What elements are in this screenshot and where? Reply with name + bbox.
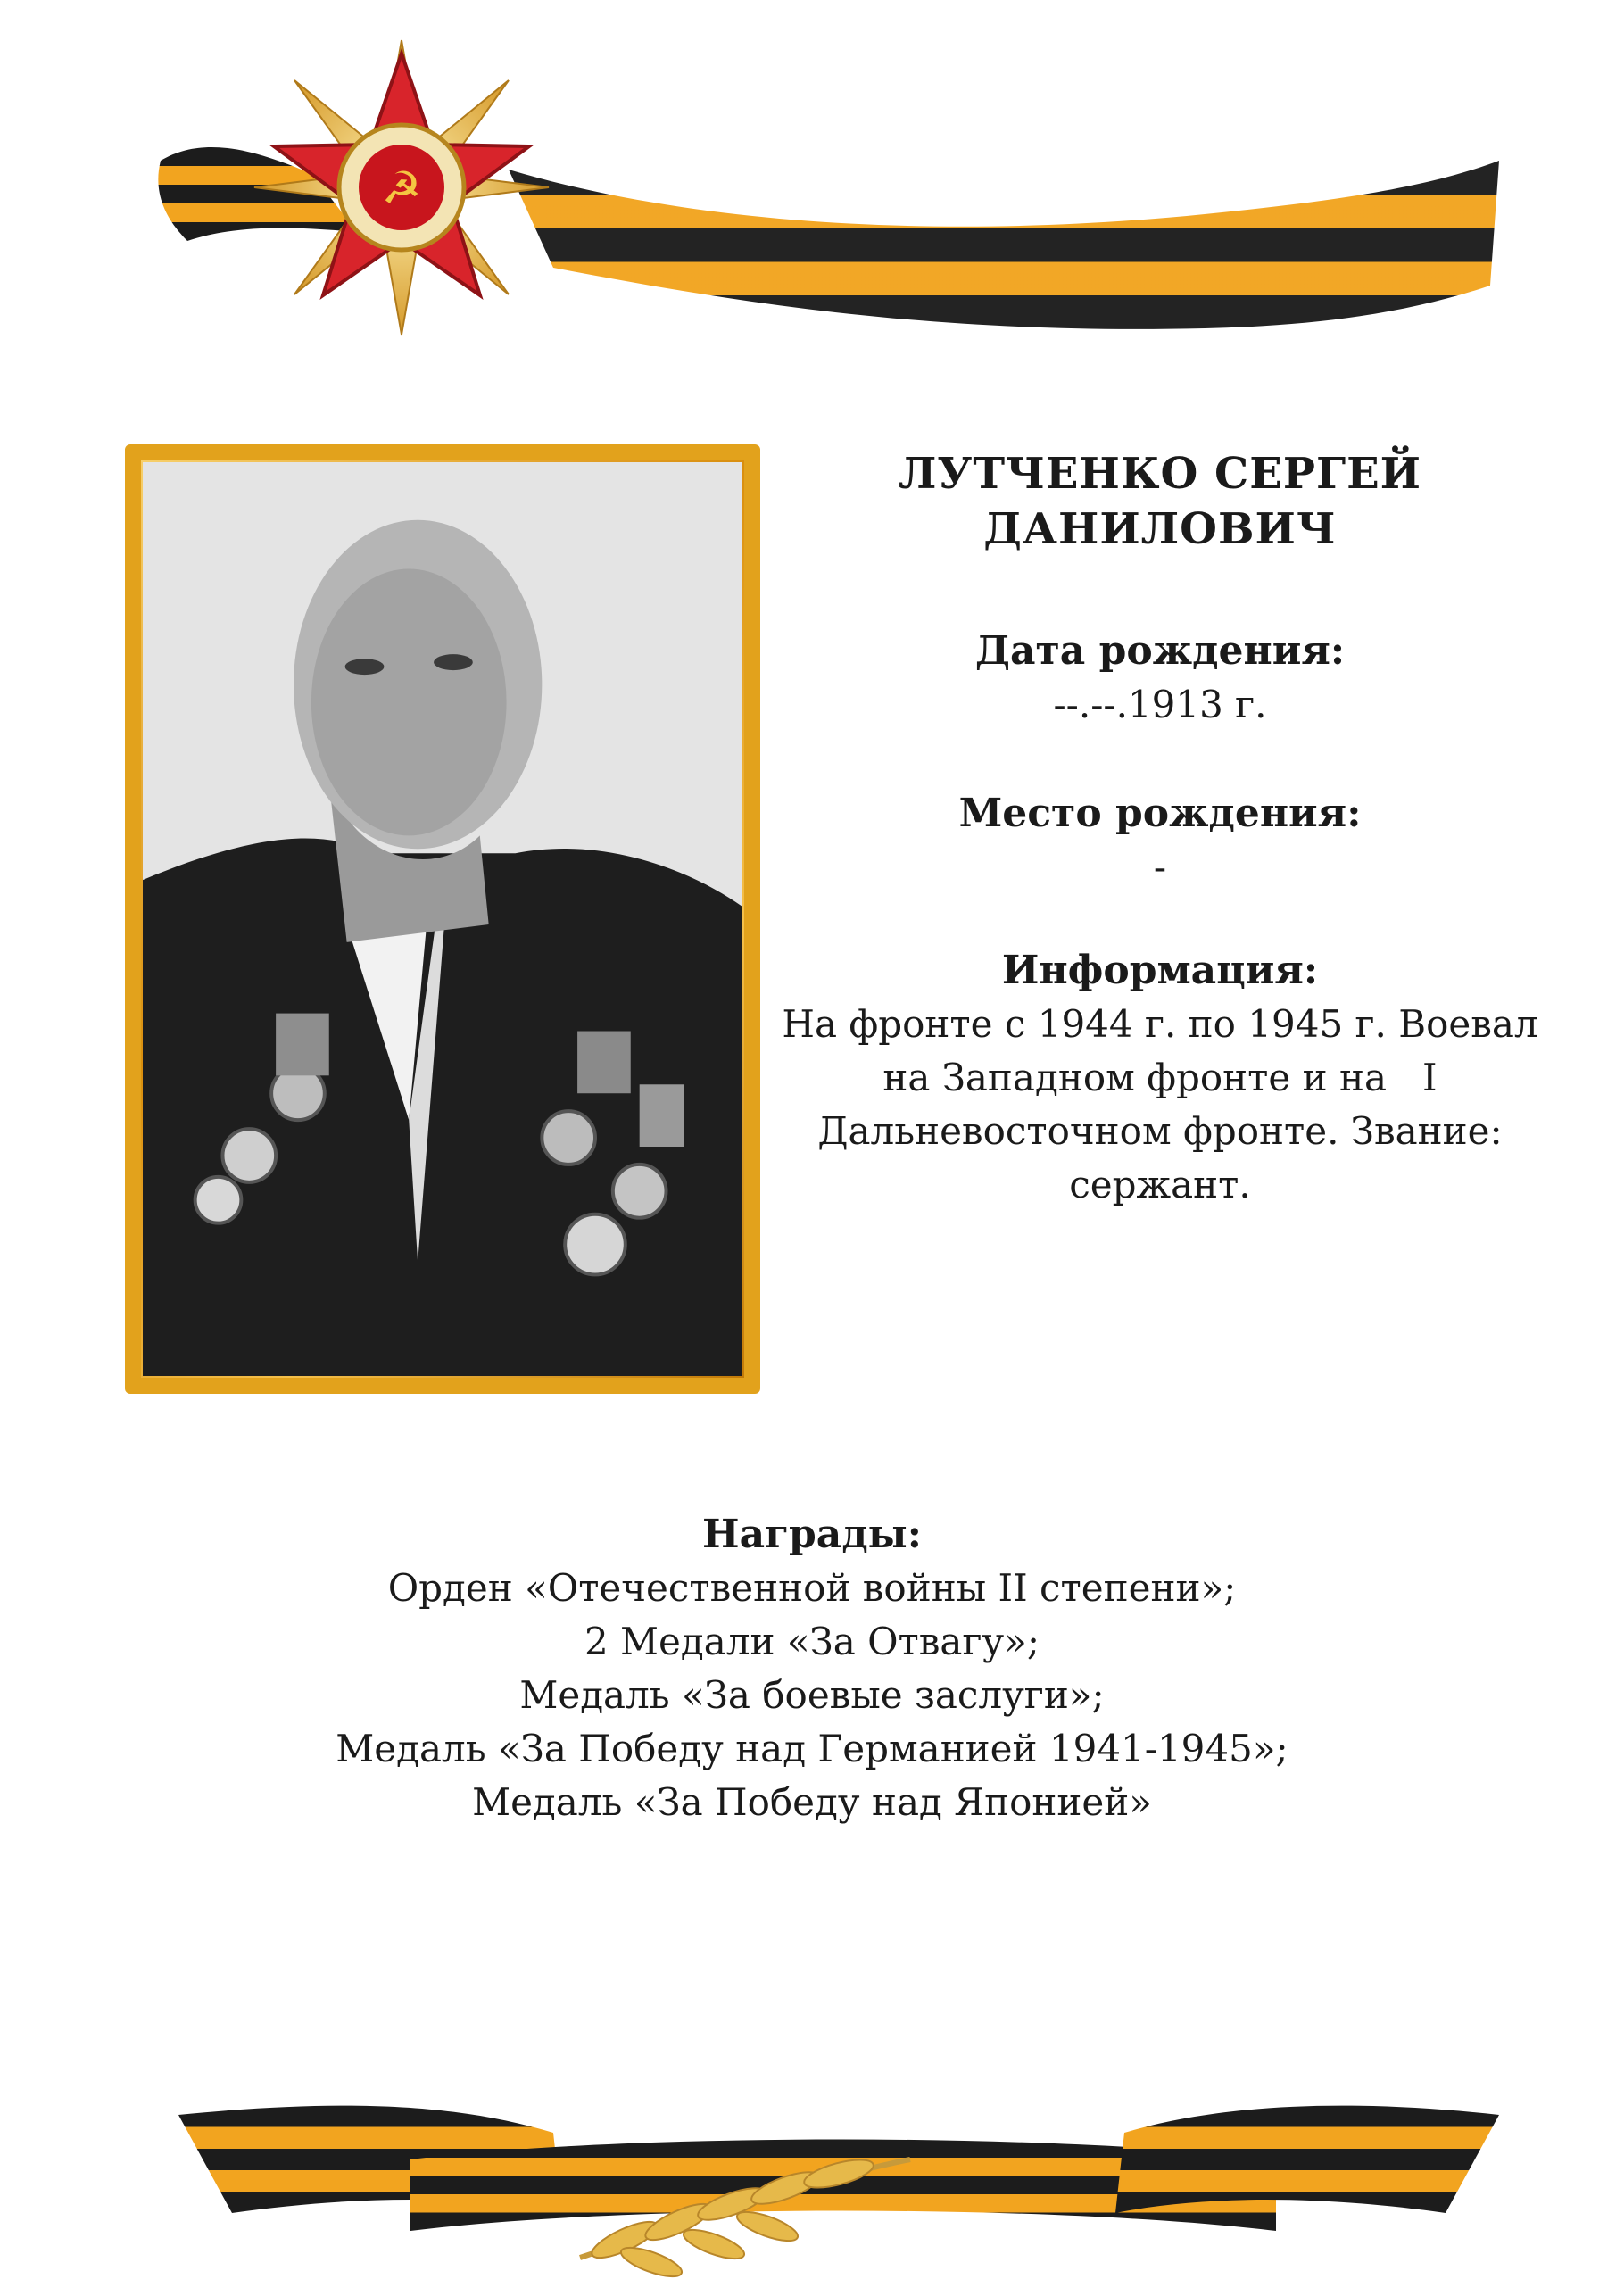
awards-label: Награды: <box>702 1512 922 1557</box>
hammer-sickle-icon: ☭ <box>381 162 422 214</box>
person-name <box>776 446 1544 557</box>
birth-date-value: --.--.1913 г. <box>1053 683 1267 726</box>
information-block <box>776 944 1544 1212</box>
ribbon-band <box>509 161 1499 329</box>
photo-frame <box>125 444 760 1394</box>
information-line: Дальневосточном фронте. Звание: <box>817 1109 1503 1153</box>
award-item: Медаль «За Победу над Японией» <box>472 1780 1152 1824</box>
name-line-1: ЛУТЧЕНКО СЕРГЕЙ <box>898 449 1422 499</box>
information-line: на Западном фронте и на I <box>882 1056 1438 1099</box>
information-line: На фронте с 1944 г. по 1945 г. Воевал <box>782 1002 1538 1046</box>
birth-place-block <box>776 787 1544 894</box>
awards-list <box>0 1562 1624 1829</box>
information-label: Информация: <box>1001 948 1319 993</box>
award-item: Орден «Отечественной войны II степени»; <box>387 1566 1237 1610</box>
portrait-photo <box>143 462 742 1376</box>
birth-place-label: Место рождения: <box>958 791 1362 836</box>
award-item: Медаль «За Победу над Германией 1941-1945»; <box>336 1727 1288 1770</box>
awards-block <box>0 1508 1624 1829</box>
award-item: 2 Медали «За Отвагу»; <box>584 1620 1040 1663</box>
birth-place-value: - <box>1153 845 1167 889</box>
name-line-2: ДАНИЛОВИЧ <box>983 504 1337 554</box>
top-ribbon-decoration <box>134 18 1526 357</box>
birth-date-label: Дата рождения: <box>974 628 1346 674</box>
birth-date-block <box>776 625 1544 732</box>
information-line: сержант. <box>1069 1163 1251 1206</box>
bottom-ribbon-decoration <box>178 2079 1499 2284</box>
award-item: Медаль «За боевые заслуги»; <box>519 1673 1105 1717</box>
